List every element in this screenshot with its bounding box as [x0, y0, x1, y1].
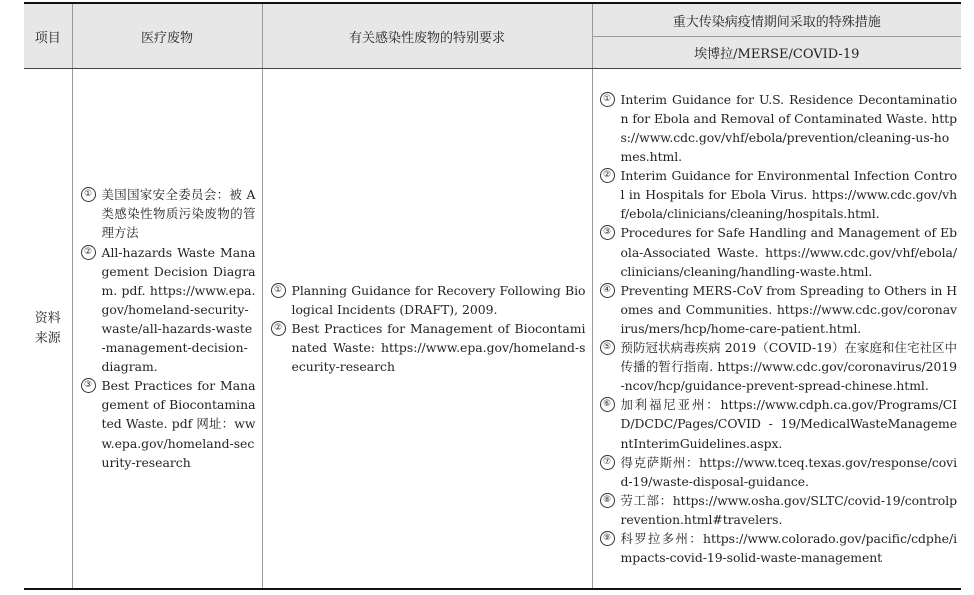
list-number: ⑤ — [600, 340, 615, 355]
list-item-text: Interim Guidance for Environmental Infection Control in Hospitals for Ebola Virus. https://www.cdc.gov/vhf/ebola/clinicians/cleaning/hospitals.html. — [620, 168, 957, 222]
medical-waste-source-list — [81, 185, 256, 471]
list-number: ⑨ — [600, 531, 615, 546]
list-item — [600, 338, 958, 395]
infectious-waste-source-list — [271, 281, 586, 376]
list-number: ① — [81, 187, 96, 202]
header-special-measures: 重大传染病疫情期间采取的特殊措施 — [592, 3, 961, 37]
list-number: ① — [271, 283, 286, 298]
list-item-text: 劳工部：https://www.osha.gov/SLTC/covid-19/controlprevention.html#travelers. — [620, 492, 957, 527]
list-item — [600, 90, 958, 166]
list-item — [600, 529, 958, 567]
list-item — [600, 281, 958, 338]
list-item — [600, 491, 958, 529]
special-measures-sources-cell — [592, 69, 961, 590]
header-medical-waste: 医疗废物 — [72, 3, 262, 69]
list-item — [271, 319, 586, 376]
list-item-text: 预防冠状病毒疾病 2019（COVID-19）在家庭和住宅社区中传播的暂行指南. https://www.cdc.gov/coronavirus/2019-ncov/hcp/guidance-prevent-spread-chinese.html. — [620, 340, 957, 394]
list-number: ⑦ — [600, 455, 615, 470]
infectious-waste-sources-cell — [262, 69, 592, 590]
list-number: ① — [600, 92, 615, 107]
list-item — [600, 166, 958, 223]
list-number: ② — [271, 321, 286, 336]
list-number: ② — [600, 168, 615, 183]
list-number: ③ — [81, 378, 96, 393]
list-item-text: 加利福尼亚州：https://www.cdph.ca.gov/Programs/CID/DCDC/Pages/COVID - 19/MedicalWasteManagementInterimGuidelines.aspx. — [620, 397, 957, 451]
row-label — [24, 69, 72, 590]
header-item: 项目 — [24, 3, 72, 69]
medical-waste-sources-cell — [72, 69, 262, 590]
list-number: ⑥ — [600, 397, 615, 412]
header-special-requirements: 有关感染性废物的特别要求 — [262, 3, 592, 69]
sources-table — [24, 2, 961, 590]
list-item-text: Best Practices for Management of Biocontaminated Waste. pdf 网址：www.epa.gov/homeland-security-research — [101, 378, 256, 470]
list-item — [600, 395, 958, 452]
list-item-text: Preventing MERS-CoV from Spreading to Others in Homes and Communities. https://www.cdc.gov/coronavirus/mers/hcp/home-care-patient.html. — [620, 282, 957, 336]
list-number: ④ — [600, 283, 615, 298]
list-item-text: 美国国家安全委员会：被 A 类感染性物质污染废物的管理方法 — [101, 187, 256, 241]
list-item-text: Planning Guidance for Recovery Following Biological Incidents (DRAFT), 2009. — [291, 282, 586, 317]
list-item — [600, 453, 958, 491]
list-item-text: Best Practices for Management of Biocontaminated Waste: https://www.epa.gov/homeland-security-research — [291, 320, 586, 375]
header-diseases: 埃博拉/MERSE/COVID-19 — [592, 37, 961, 69]
list-item — [271, 281, 586, 319]
list-item — [81, 185, 256, 242]
list-item — [600, 223, 958, 280]
list-number: ② — [81, 245, 96, 260]
list-item-text: All-hazards Waste Management Decision Diagram. pdf. https://www.epa.gov/homeland-security-waste/all-hazards-waste-management-decision-diagram. — [101, 244, 256, 375]
list-item-text: Procedures for Safe Handling and Management of Ebola-Associated Waste. https://www.cdc.gov/vhf/ebola/clinicians/cleaning/handling-waste.html. — [620, 225, 957, 279]
row-label-text: 资料来源 — [34, 310, 61, 346]
special-measures-source-list — [600, 90, 958, 567]
list-item-text: Interim Guidance for U.S. Residence Decontamination for Ebola and Removal of Contaminated Waste. https://www.cdc.gov/vhf/ebola/prevention/cleaning-us-homes.html. — [620, 91, 957, 165]
list-number: ⑧ — [600, 493, 615, 508]
list-item-text: 科罗拉多州：https://www.colorado.gov/pacific/cdphe/impacts-covid-19-solid-waste-management — [620, 530, 957, 566]
list-item-text: 得克萨斯州：https://www.tceq.texas.gov/response/covid-19/waste-disposal-guidance. — [620, 454, 957, 489]
list-item — [81, 376, 256, 471]
list-item — [81, 243, 256, 377]
list-number: ③ — [600, 225, 615, 240]
